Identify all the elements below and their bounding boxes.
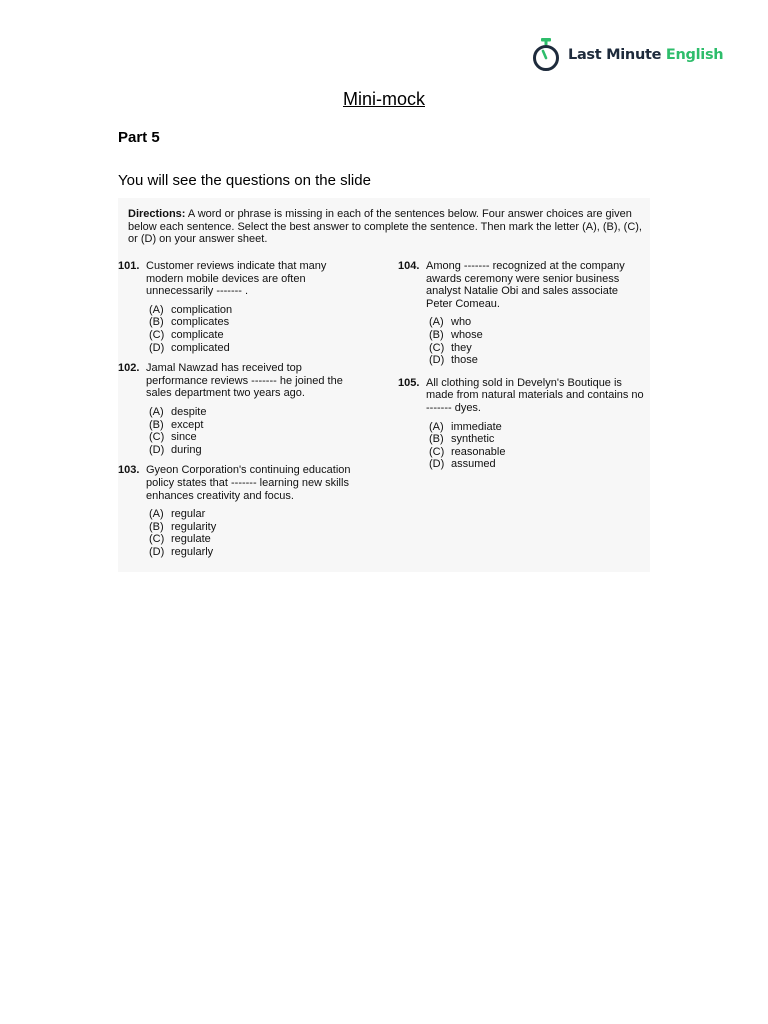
option-text: complicated — [171, 341, 230, 354]
answer-option — [429, 433, 638, 446]
option-letter: (C) — [429, 341, 445, 354]
question-number: 102. — [118, 362, 140, 375]
question-102 — [118, 362, 358, 456]
answer-option — [429, 342, 638, 355]
option-letter: (A) — [429, 316, 444, 329]
option-text: those — [451, 354, 478, 367]
option-letter: (C) — [149, 431, 165, 444]
answer-option — [149, 431, 358, 444]
option-text: whose — [451, 328, 483, 341]
option-text: since — [171, 431, 197, 444]
option-letter: (B) — [149, 520, 164, 533]
answer-option — [429, 458, 638, 471]
option-letter: (D) — [149, 545, 165, 558]
question-text: Among ------- recognized at the company awards ceremony were senior business analyst Natalie Obi and sales associate Peter Comeau. — [426, 260, 625, 310]
answer-option — [429, 354, 638, 367]
answer-option — [429, 316, 638, 329]
question-slide — [118, 198, 650, 572]
option-letter: (A) — [149, 303, 164, 316]
directions-text: A word or phrase is missing in each of the sentences below. Four answer choices are given below each sentence. Select the best answer to complete the sentence. Then mark the letter (A), (B), (C), or (D) on your answer sheet. — [128, 208, 642, 246]
brand-logo — [532, 38, 723, 72]
answer-option — [149, 521, 358, 534]
option-letter: (D) — [149, 341, 165, 354]
option-letter: (B) — [429, 433, 444, 446]
option-text: during — [171, 443, 202, 456]
brand-word-1: Last Minute — [568, 47, 662, 63]
answer-options — [426, 421, 638, 471]
answer-option — [149, 546, 358, 559]
question-column-right — [398, 260, 644, 481]
brand-name — [568, 47, 723, 63]
option-letter: (A) — [149, 508, 164, 521]
option-text: regular — [171, 508, 206, 521]
answer-options — [146, 508, 358, 558]
option-letter: (D) — [149, 443, 165, 456]
directions-label: Directions: — [128, 208, 186, 220]
option-text: regularity — [171, 520, 217, 533]
option-letter: (A) — [429, 420, 444, 433]
answer-option — [149, 316, 358, 329]
intro-text: You will see the questions on the slide — [118, 172, 371, 189]
option-letter: (A) — [149, 405, 164, 418]
answer-option — [149, 406, 358, 419]
option-letter: (B) — [429, 328, 444, 341]
answer-option — [429, 446, 638, 459]
question-104 — [398, 260, 638, 367]
option-text: regularly — [171, 545, 214, 558]
answer-options — [146, 406, 358, 456]
question-103 — [118, 464, 358, 558]
question-101 — [118, 260, 358, 354]
question-text: Jamal Nawzad has received top performance reviews ------- he joined the sales department two years ago. — [146, 362, 343, 400]
question-number: 103. — [118, 464, 140, 477]
part-heading: Part 5 — [118, 129, 160, 146]
option-letter: (C) — [149, 328, 165, 341]
option-letter: (C) — [429, 445, 445, 458]
answer-option — [149, 444, 358, 457]
option-letter: (D) — [429, 458, 445, 471]
option-text: complicates — [171, 316, 230, 329]
answer-option — [429, 421, 638, 434]
option-text: immediate — [451, 420, 502, 433]
question-column-left — [118, 260, 358, 566]
answer-option — [149, 304, 358, 317]
option-text: reasonable — [451, 445, 506, 458]
answer-option — [429, 329, 638, 342]
question-number: 105. — [398, 376, 420, 389]
answer-option — [149, 329, 358, 342]
question-105 — [398, 376, 644, 471]
option-letter: (D) — [429, 354, 445, 367]
option-text: they — [451, 341, 472, 354]
option-text: synthetic — [451, 433, 495, 446]
option-letter: (B) — [149, 316, 164, 329]
option-text: except — [171, 418, 204, 431]
brand-word-2: English — [665, 47, 724, 63]
question-text: Customer reviews indicate that many modern mobile devices are often unnecessarily ------- . — [146, 260, 327, 298]
question-text: All clothing sold in Develyn's Boutique is made from natural materials and contains no ------- dyes. — [426, 376, 644, 414]
option-text: despite — [171, 405, 207, 418]
option-letter: (C) — [149, 533, 165, 546]
answer-options — [426, 316, 638, 366]
document-title: Mini-mock — [342, 89, 425, 109]
option-text: assumed — [451, 458, 496, 471]
directions — [128, 208, 648, 246]
question-number: 101. — [118, 260, 140, 272]
option-text: who — [451, 316, 472, 329]
stopwatch-icon — [532, 38, 560, 72]
option-letter: (B) — [149, 418, 164, 431]
answer-option — [149, 533, 358, 546]
answer-option — [149, 342, 358, 355]
answer-option — [149, 508, 358, 521]
answer-options — [146, 304, 358, 354]
answer-option — [149, 419, 358, 432]
question-number: 104. — [398, 260, 420, 272]
option-text: complicate — [171, 328, 224, 341]
option-text: regulate — [171, 533, 211, 546]
option-text: complication — [171, 303, 233, 316]
question-text: Gyeon Corporation's continuing education policy states that ------- learning new skills enhances creativity and focus. — [146, 464, 351, 502]
